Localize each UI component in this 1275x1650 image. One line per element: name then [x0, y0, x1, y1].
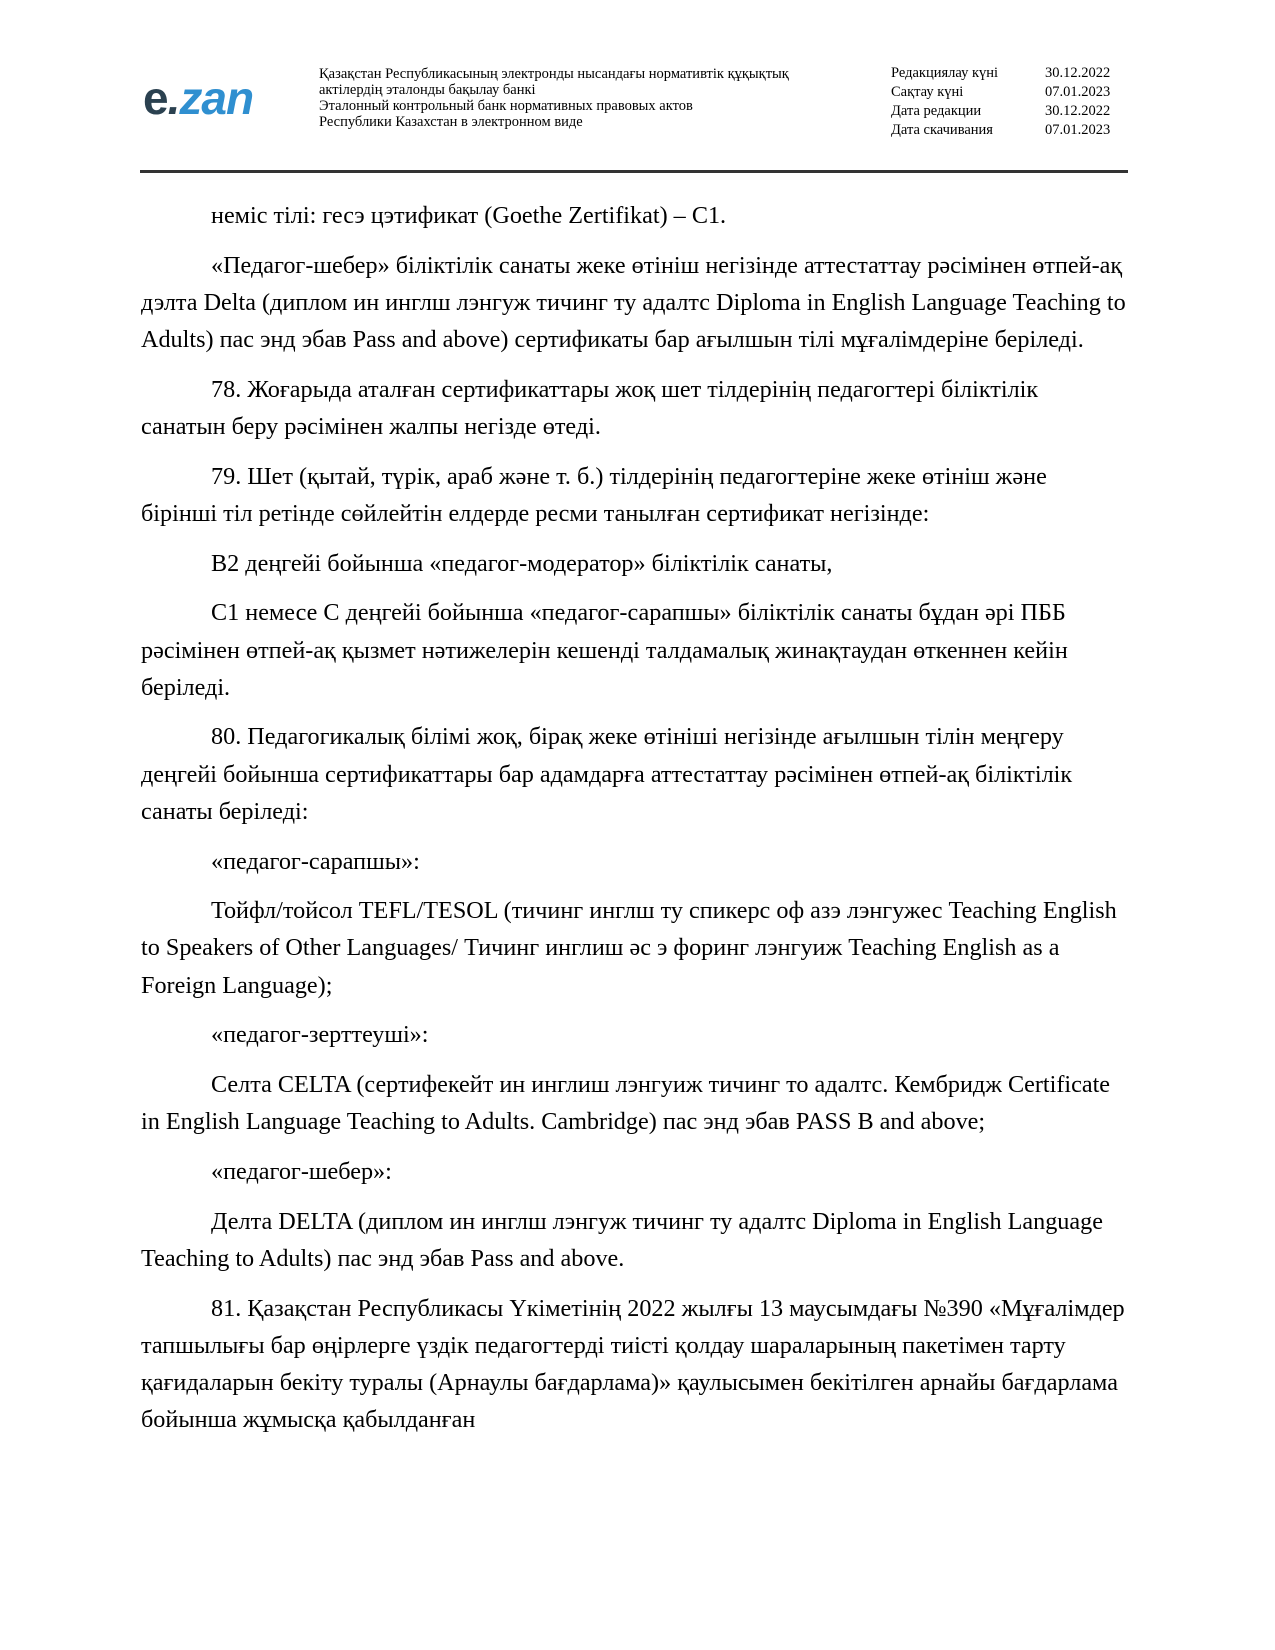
logo-e: e: [143, 72, 168, 124]
paragraph: 78. Жоғарыда аталған сертификаттары жоқ шет тілдерінің педагогтері біліктілік санатын беру рәсімінен жалпы негізде өтеді.: [141, 375, 1039, 441]
meta-value: 30.12.2022: [1045, 103, 1111, 119]
header-title-line: Эталонный контрольный банк нормативных правовых актов: [319, 98, 693, 114]
header-meta: [891, 64, 1125, 140]
paragraph: 79. Шет (қытай, түрік, араб және т. б.) тілдерінің педагогтеріне жеке өтініш және бірінші тіл ретінде сөйлейтін елдерде ресми танылған сертификат негізінде:: [141, 462, 1047, 527]
paragraph: неміс тілі: гесэ цэтификат (Goethe Zertifikat) – С1.: [211, 202, 727, 229]
paragraph: 80. Педагогикалық білімі жоқ, бірақ жеке өтініші негізінде ағылшын тілін меңгеру деңгейі бойынша сертификаттары бар адамдарға аттестаттау рәсімінен өтпей-ақ біліктілік санаты беріледі:: [141, 723, 1073, 825]
paragraph: Делта DELTA (диплом ин инглш лэнгуж тичинг ту адалтс Diploma in English Language Teaching to Adults) пас энд эбав Pass and above.: [141, 1207, 1103, 1272]
logo-zan: zan: [179, 72, 254, 124]
paragraph: «педагог-шебер»:: [211, 1157, 392, 1185]
meta-row: [891, 83, 1125, 102]
meta-label: Дата редакции: [891, 103, 982, 119]
header-title: [319, 66, 859, 130]
paragraph: В2 деңгейі бойынша «педагог-модератор» біліктілік санаты,: [211, 549, 833, 577]
paragraph: «Педагог-шебер» біліктілік санаты жеке өтініш негізінде аттестаттау рәсімінен өтпей-ақ дэлта Delta (диплом ин инглш лэнгуж тичинг ту адалтс Diploma in English Language Teaching to Adults) пас энд эбав Pass and above) сертификаты бар ағылшын тілі мұғалімдеріне беріледі.: [141, 251, 1126, 354]
paragraph: 81. Қазақстан Республикасы Үкіметінің 2022 жылғы 13 маусымдағы №390 «Мұғалімдер тапшылығы бар өңірлерге үздік педагогтерді тиісті қолдау шараларының пакетімен тарту қағидаларын бекіту туралы (Арнаулы бағдарлама)» қаулысымен бекітілген арнайы бағдарлама бойынша жұмысқа қабылданған: [141, 1294, 1125, 1434]
meta-label: Сақтау күні: [891, 84, 964, 100]
paragraph: «педагог-сарапшы»:: [211, 847, 420, 875]
meta-value: 30.12.2022: [1045, 65, 1111, 81]
paragraph: «педагог-зерттеуші»:: [211, 1021, 429, 1049]
header-title-line: актілердің эталонды бақылау банкі: [319, 82, 536, 98]
meta-label: Редакциялау күні: [891, 65, 999, 81]
meta-row: [891, 121, 1125, 140]
header-title-line: Республики Казахстан в электронном виде: [319, 114, 583, 130]
ezan-logo: [143, 70, 253, 126]
paragraph: Селта CELTA (сертифекейт ин инглиш лэнгуиж тичинг то адалтс. Кембридж Certificate in English Language Teaching to Adults. Cambridge) пас энд эбав PASS B and above;: [141, 1071, 1111, 1136]
meta-row: [891, 64, 1125, 83]
paragraph: Тойфл/тойсол TEFL/TESOL (тичинг инглш ту спикерс оф азэ лэнгужес Teaching English to Speakers of Other Languages/ Тичинг инглиш әс э форинг лэнгуиж Teaching English as a Foreign Language);: [141, 897, 1117, 999]
logo-dot: .: [167, 72, 180, 124]
meta-row: [891, 102, 1125, 121]
paragraph: С1 немесе С деңгейі бойынша «педагог-сарапшы» біліктілік санаты бұдан әрі ПББ рәсімінен өтпей-ақ қызмет нәтижелерін кешенді талдамалық жинақтаудан өткеннен кейін беріледі.: [141, 599, 1068, 701]
header-divider: [140, 170, 1128, 173]
document-body: [141, 197, 1126, 1451]
meta-label: Дата скачивания: [891, 122, 993, 138]
meta-value: 07.01.2023: [1045, 122, 1111, 138]
header-title-line: Қазақстан Республикасының электронды нысандағы нормативтік құқықтық: [319, 66, 789, 82]
meta-value: 07.01.2023: [1045, 84, 1111, 100]
